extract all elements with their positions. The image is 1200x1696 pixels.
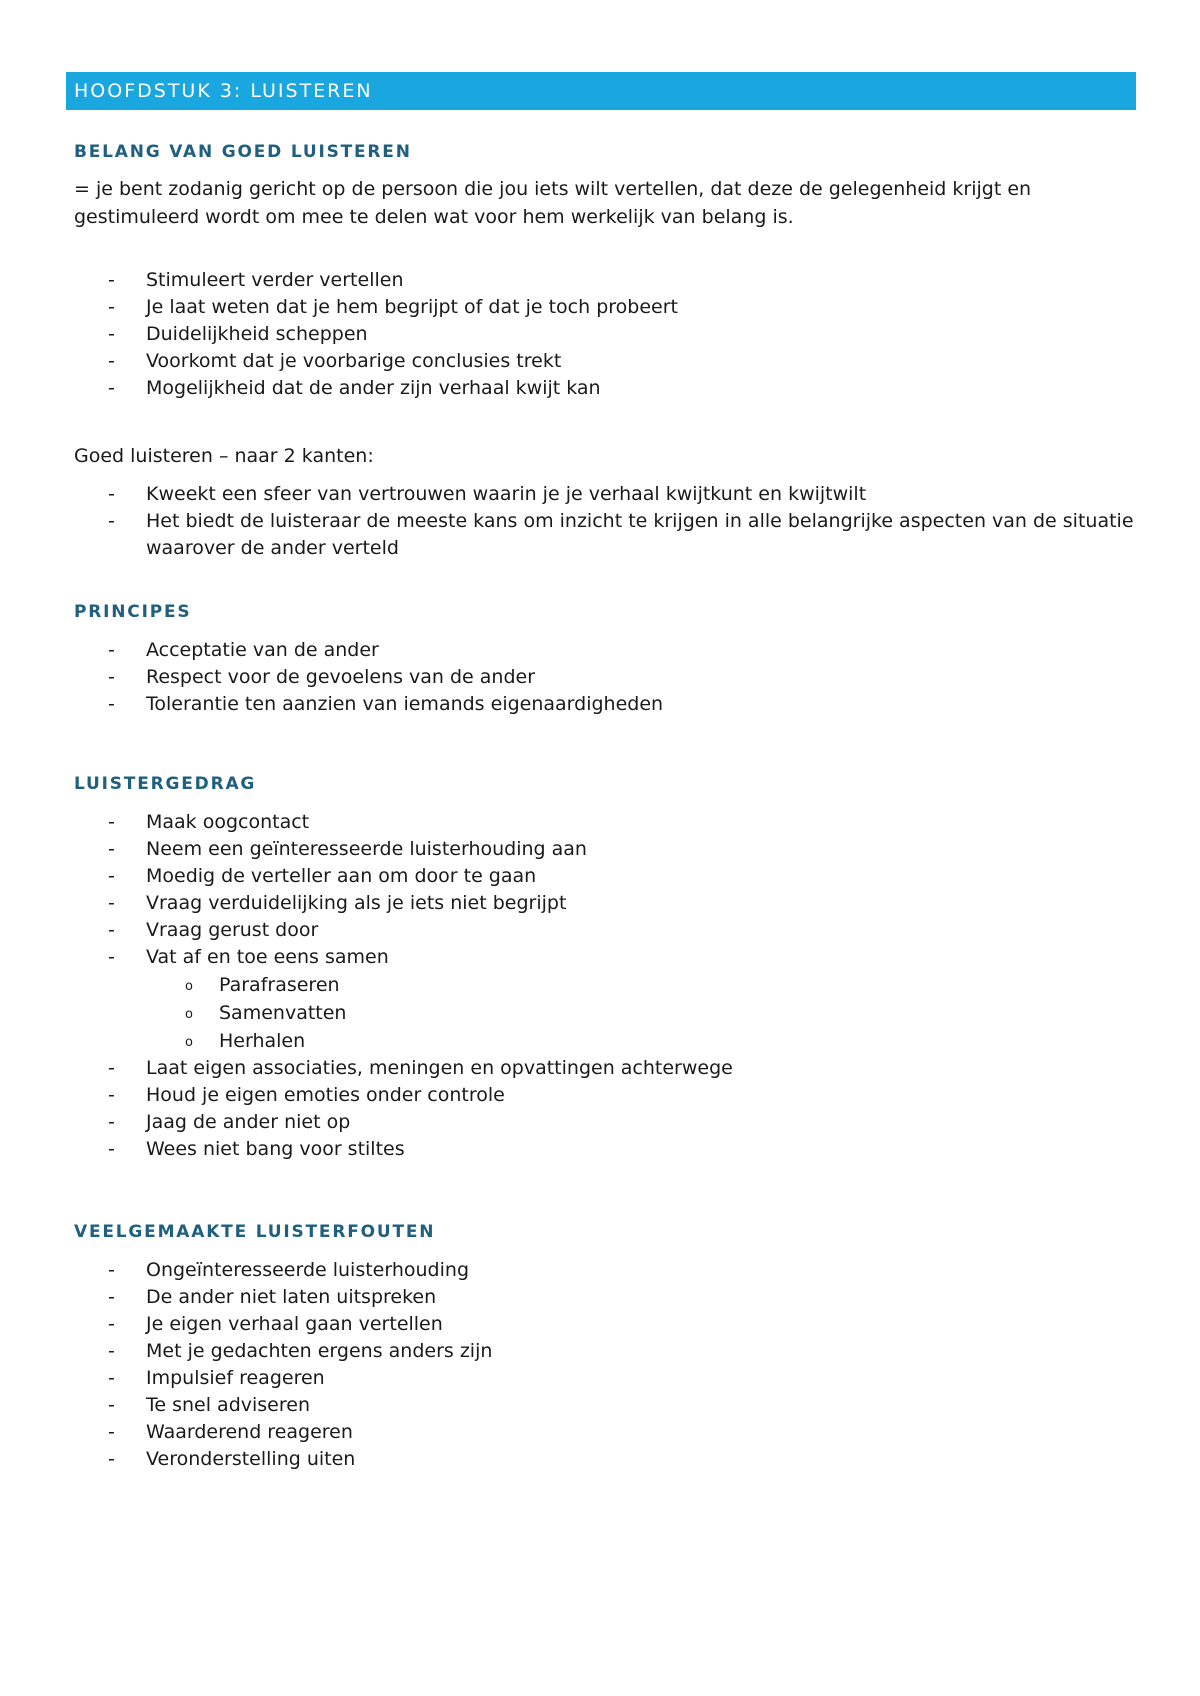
sub-list-item-text: Parafraseren <box>219 974 340 996</box>
list-item <box>66 637 1136 664</box>
dash-bullet: - <box>108 377 115 399</box>
list-item-text: Tolerantie ten aanzien van iemands eigenaardigheden <box>146 693 664 715</box>
dash-bullet: - <box>108 323 115 345</box>
dash-bullet: - <box>108 1111 115 1133</box>
list-item <box>66 1109 1136 1136</box>
dash-bullet: - <box>108 811 115 833</box>
list-item-text: Neem een geïnteresseerde luisterhouding aan <box>146 838 587 860</box>
list-item <box>66 1419 1136 1446</box>
list-item <box>66 863 1136 890</box>
list-item-text: Maak oogcontact <box>146 811 310 833</box>
list-item <box>66 321 1136 348</box>
chapter-bar <box>66 72 1136 110</box>
two-sides-list <box>66 481 1136 562</box>
dash-bullet: - <box>108 946 115 968</box>
dash-bullet: - <box>108 1448 115 1470</box>
list-item-text: Acceptatie van de ander <box>146 639 379 661</box>
sub-list-item <box>146 971 1136 999</box>
section-heading-luistergedrag: LUISTERGEDRAG <box>74 774 257 794</box>
list-item-text: Impulsief reageren <box>146 1367 325 1389</box>
fouten-list-block <box>66 1257 1136 1473</box>
belang-definition-block <box>66 176 1134 231</box>
list-item-text: Wees niet bang voor stiltes <box>146 1138 405 1160</box>
list-item-text: Mogelijkheid dat de ander zijn verhaal kwijt kan <box>146 377 601 399</box>
circle-bullet-icon: o <box>185 1035 193 1050</box>
list-item-text: Kweekt een sfeer van vertrouwen waarin je je verhaal kwijtkunt en kwijtwilt <box>146 483 867 505</box>
list-item <box>66 375 1136 402</box>
luistergedrag-list-block <box>66 809 1136 1163</box>
list-item-text: Met je gedachten ergens anders zijn <box>146 1340 493 1362</box>
list-item <box>66 917 1136 944</box>
list-item <box>66 890 1136 917</box>
dash-bullet: - <box>108 639 115 661</box>
dash-bullet: - <box>108 1421 115 1443</box>
two-sides-intro-block <box>66 443 1134 471</box>
dash-bullet: - <box>108 1286 115 1308</box>
list-item <box>66 1257 1136 1284</box>
list-item <box>66 944 1136 1055</box>
dash-bullet: - <box>108 1367 115 1389</box>
sub-list-item-text: Samenvatten <box>219 1002 347 1024</box>
section-principes <box>66 602 191 622</box>
dash-bullet: - <box>108 296 115 318</box>
list-item-text: Het biedt de luisteraar de meeste kans om inzicht te krijgen in alle belangrijke aspecten van de situatie waarover de ander verteld <box>146 510 1134 559</box>
list-item-text: Veronderstelling uiten <box>146 1448 356 1470</box>
list-item <box>66 1082 1136 1109</box>
sub-list-item <box>146 1027 1136 1055</box>
list-item <box>66 1338 1136 1365</box>
dash-bullet: - <box>108 1313 115 1335</box>
circle-bullet-icon: o <box>185 1007 193 1022</box>
sub-list-item-text: Herhalen <box>219 1030 306 1052</box>
list-item <box>66 481 1136 508</box>
belang-list <box>66 267 1136 402</box>
list-item-text: Houd je eigen emoties onder controle <box>146 1084 505 1106</box>
list-item-text: Vraag verduidelijking als je iets niet begrijpt <box>146 892 567 914</box>
list-item <box>66 1311 1136 1338</box>
section-heading-belang: BELANG VAN GOED LUISTEREN <box>74 142 412 162</box>
list-item <box>66 1284 1136 1311</box>
list-item <box>66 664 1136 691</box>
list-item-text: Je laat weten dat je hem begrijpt of dat je toch probeert <box>146 296 678 318</box>
section-heading-principes: PRINCIPES <box>74 602 192 622</box>
belang-list-block <box>66 267 1136 402</box>
dash-bullet: - <box>108 919 115 941</box>
list-item <box>66 691 1136 718</box>
dash-bullet: - <box>108 838 115 860</box>
dash-bullet: - <box>108 1138 115 1160</box>
list-item-text: Stimuleert verder vertellen <box>146 269 404 291</box>
chapter-title: HOOFDSTUK 3: LUISTEREN <box>74 80 373 102</box>
document-page <box>66 72 1136 1470</box>
principes-list <box>66 637 1136 718</box>
dash-bullet: - <box>108 865 115 887</box>
list-item <box>66 1136 1136 1163</box>
circle-bullet-icon: o <box>185 979 193 994</box>
luistergedrag-list <box>66 809 1136 1163</box>
list-item <box>66 1446 1136 1473</box>
list-item <box>66 1392 1136 1419</box>
dash-bullet: - <box>108 1057 115 1079</box>
section-belang <box>66 142 412 162</box>
section-heading-fouten: VEELGEMAAKTE LUISTERFOUTEN <box>74 1222 436 1242</box>
belang-definition: = je bent zodanig gericht op de persoon die jou iets wilt vertellen, dat deze de gelegenheid krijgt en gestimuleerd wordt om mee te delen wat voor hem werkelijk van belang is. <box>74 178 1032 228</box>
list-item <box>66 836 1136 863</box>
fouten-list <box>66 1257 1136 1473</box>
list-item <box>66 508 1136 562</box>
section-luistergedrag <box>66 774 256 794</box>
list-item <box>66 348 1136 375</box>
list-item-text: Vraag gerust door <box>146 919 319 941</box>
list-item <box>66 1365 1136 1392</box>
section-fouten <box>66 1222 435 1242</box>
two-sides-intro: Goed luisteren – naar 2 kanten: <box>74 445 374 467</box>
sub-list-item <box>146 999 1136 1027</box>
list-item <box>66 1055 1136 1082</box>
dash-bullet: - <box>108 269 115 291</box>
list-item-text: Jaag de ander niet op <box>146 1111 351 1133</box>
dash-bullet: - <box>108 483 115 505</box>
two-sides-list-block <box>66 481 1136 562</box>
dash-bullet: - <box>108 892 115 914</box>
dash-bullet: - <box>108 350 115 372</box>
list-item-text: Respect voor de gevoelens van de ander <box>146 666 536 688</box>
list-item-text: Voorkomt dat je voorbarige conclusies trekt <box>146 350 562 372</box>
list-item <box>66 267 1136 294</box>
list-item-text: Moedig de verteller aan om door te gaan <box>146 865 537 887</box>
list-item-text: Te snel adviseren <box>146 1394 310 1416</box>
list-item-text: Je eigen verhaal gaan vertellen <box>146 1313 443 1335</box>
samenvatten-sub-list <box>146 971 1136 1055</box>
list-item-text: Vat af en toe eens samen <box>146 946 389 968</box>
list-item-text: Duidelijkheid scheppen <box>146 323 368 345</box>
principes-list-block <box>66 637 1136 718</box>
list-item-text: Waarderend reageren <box>146 1421 353 1443</box>
list-item-text: Ongeïnteresseerde luisterhouding <box>146 1259 469 1281</box>
list-item <box>66 809 1136 836</box>
dash-bullet: - <box>108 693 115 715</box>
list-item-text: Laat eigen associaties, meningen en opvattingen achterwege <box>146 1057 733 1079</box>
dash-bullet: - <box>108 666 115 688</box>
list-item <box>66 294 1136 321</box>
dash-bullet: - <box>108 1084 115 1106</box>
dash-bullet: - <box>108 1394 115 1416</box>
dash-bullet: - <box>108 510 115 532</box>
list-item-text: De ander niet laten uitspreken <box>146 1286 437 1308</box>
dash-bullet: - <box>108 1340 115 1362</box>
dash-bullet: - <box>108 1259 115 1281</box>
